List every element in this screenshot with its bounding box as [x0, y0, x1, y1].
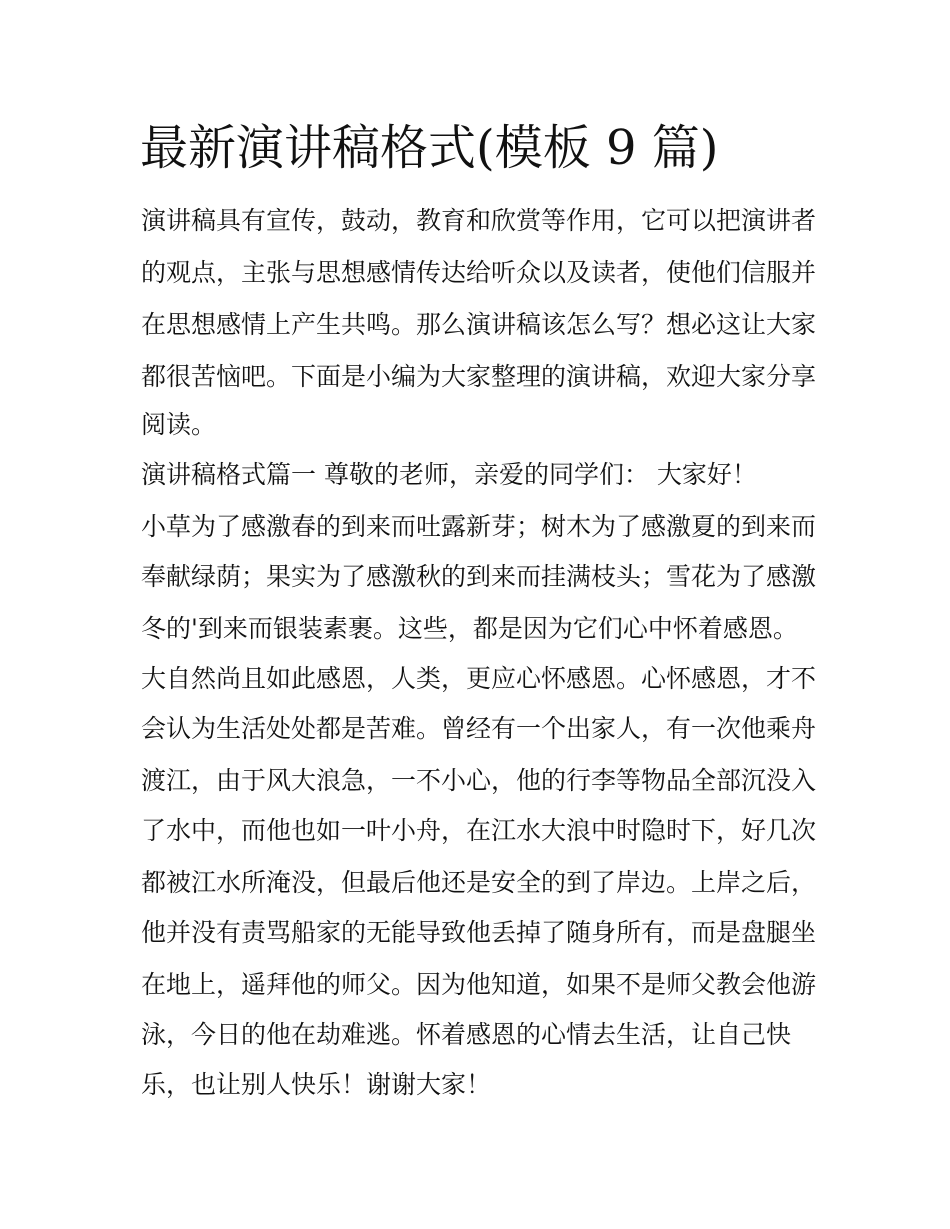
paragraph-line: 泳，今日的他在劫难逃。怀着感恩的心情去生活，让自己快: [141, 1020, 792, 1049]
paragraph-line: 冬的'到来而银装素裹。这些，都是因为它们心中怀着感恩。: [141, 614, 798, 643]
paragraph-line: 阅读。: [141, 410, 217, 439]
document-title: 最新演讲稿格式(模板 9 篇): [140, 120, 719, 176]
paragraph-line: 大自然尚且如此感恩，人类，更应心怀感恩。心怀感恩，才不: [141, 664, 817, 693]
paragraph-line: 奉献绿荫；果实为了感激秋的到来而挂满枝头；雪花为了感激: [141, 562, 817, 591]
section-heading-line: 演讲稿格式篇一 尊敬的老师，亲爱的同学们： 大家好！: [141, 460, 757, 489]
paragraph-line: 演讲稿具有宣传，鼓动，教育和欣赏等作用，它可以把演讲者: [141, 206, 817, 235]
paragraph-line: 小草为了感激春的到来而吐露新芽；树木为了感激夏的到来而: [141, 512, 817, 541]
paragraph-line: 都很苦恼吧。下面是小编为大家整理的演讲稿，欢迎大家分享: [141, 362, 817, 391]
paragraph-line: 在地上，遥拜他的师父。因为他知道，如果不是师父教会他游: [141, 970, 817, 999]
paragraph-line: 乐，也让别人快乐！谢谢大家！: [141, 1070, 492, 1099]
paragraph-line: 渡江，由于风大浪急，一不小心，他的行李等物品全部沉没入: [141, 766, 817, 795]
paragraph-line: 了水中，而他也如一叶小舟，在江水大浪中时隐时下，好几次: [141, 816, 817, 845]
paragraph-line: 的观点，主张与思想感情传达给听众以及读者，使他们信服并: [141, 258, 817, 287]
paragraph-line: 在思想感情上产生共鸣。那么演讲稿该怎么写？想必这让大家: [141, 310, 817, 339]
paragraph-line: 他并没有责骂船家的无能导致他丢掉了随身所有，而是盘腿坐: [141, 918, 817, 947]
paragraph-line: 会认为生活处处都是苦难。曾经有一个出家人，有一次他乘舟: [141, 714, 817, 743]
paragraph-line: 都被江水所淹没，但最后他还是安全的到了岸边。上岸之后，: [141, 868, 817, 897]
